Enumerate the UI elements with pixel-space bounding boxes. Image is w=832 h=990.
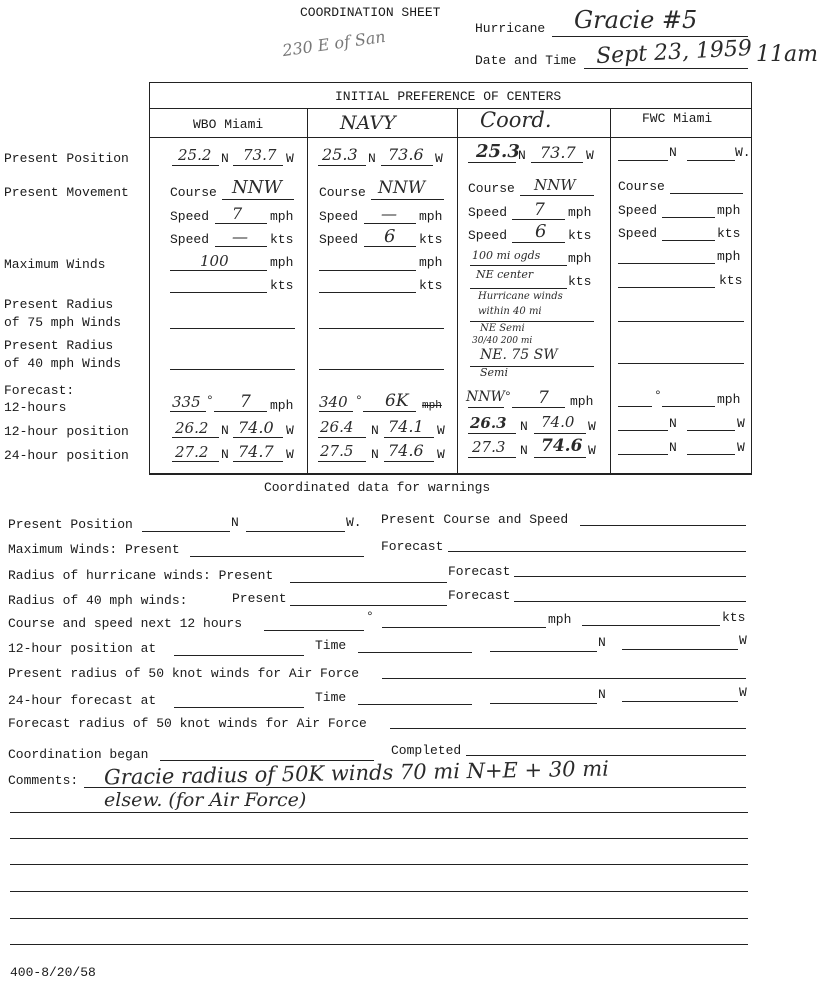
table-title: INITIAL PREFERENCE OF CENTERS — [335, 89, 562, 104]
wbo-fc-dir: 335 — [172, 393, 201, 411]
wbo-p24-w: 74.7 — [238, 442, 274, 461]
navy-speed-label: Speed — [319, 209, 359, 224]
coord-max-kts: NE center — [476, 268, 534, 281]
table-title-divider — [149, 108, 751, 109]
coord-fc-dir: NNW — [466, 389, 505, 405]
wbo-r75-line — [170, 328, 295, 329]
cd-kts: kts — [722, 610, 746, 625]
fwc-pos-w-line — [687, 160, 735, 161]
coord-course-line — [520, 195, 594, 196]
navy-r75-line — [319, 328, 444, 329]
cd-max-winds-label: Maximum Winds: Present — [8, 542, 180, 557]
wbo-fc-deg: ° — [206, 393, 214, 408]
wbo-speed-mph-line — [215, 223, 267, 224]
fwc-fc-mph-line — [662, 406, 715, 407]
navy-fc-unit: mph — [422, 400, 442, 412]
cd-radius40-forecast-label: Forecast — [448, 588, 511, 603]
fwc-speed-label: Speed — [618, 203, 658, 218]
row-label-present-position: Present Position — [4, 151, 129, 166]
coord-p12-n: 26.3 — [470, 414, 507, 432]
cd-fc-radius50-af-line — [390, 728, 746, 729]
navy-max-kts-line — [319, 292, 416, 293]
wbo-max-mph: 100 — [200, 252, 229, 270]
col-header-fwc: FWC Miami — [642, 111, 713, 126]
hurricane-label: Hurricane — [475, 21, 546, 36]
fwc-pos-n-unit: N — [669, 145, 677, 160]
coord-max-mph-unit: mph — [568, 251, 592, 266]
wbo-r40-line — [170, 369, 295, 370]
coord-r40-4: Semi — [480, 366, 508, 379]
fwc-speed-kts-label: Speed — [618, 226, 658, 241]
wbo-p12-w-unit: W — [286, 423, 294, 438]
coord-p12-n-line — [468, 433, 516, 434]
coord-speed-mph: 7 — [534, 200, 545, 220]
navy-p12-w: 74.1 — [388, 417, 424, 436]
navy-p24-w-line — [384, 461, 434, 462]
navy-p24-w: 74.6 — [388, 441, 424, 460]
fwc-speed-mph-unit: mph — [717, 203, 741, 218]
row-label-forecast-b: 12-hours — [4, 400, 67, 415]
cd-present-position-n-line — [142, 531, 230, 532]
navy-fc-kts: 6K — [385, 391, 409, 411]
row-label-forecast-a: Forecast: — [4, 383, 75, 398]
coord-fc-mph-unit: mph — [570, 394, 594, 409]
coord-p12-w-line — [534, 433, 586, 434]
navy-fc-kts-line — [363, 411, 416, 412]
cd-radius-hurricane-forecast-label: Forecast — [448, 564, 511, 579]
fwc-speed-kts-unit: kts — [717, 226, 741, 241]
row-label-pos12: 12-hour position — [4, 424, 129, 439]
cd-radius-hurricane-forecast-line — [514, 576, 746, 577]
navy-fc-dir-line — [319, 411, 353, 412]
fwc-p12-n-unit: N — [669, 416, 677, 431]
cd-coord-began-label: Coordination began — [8, 747, 149, 762]
coord-pos-w: 73.7 — [540, 143, 576, 162]
coord-p12-n-unit: N — [520, 419, 528, 434]
navy-p24-n-line — [318, 461, 366, 462]
row-label-maximum-winds: Maximum Winds — [4, 257, 106, 272]
row-label-radius40-b: of 40 mph Winds — [4, 356, 122, 371]
fwc-fc-mph-unit: mph — [717, 392, 741, 407]
fwc-fc-deg: ° — [654, 388, 662, 403]
wbo-speed-kts-line — [215, 246, 267, 247]
wbo-pos-w-unit: W — [286, 151, 294, 166]
cd-radius50-af-label: Present radius of 50 knot winds for Air Force — [8, 666, 360, 681]
coord-speed-kts-label: Speed — [468, 228, 508, 243]
navy-pos-w: 73.6 — [388, 145, 424, 164]
hurricane-value: Gracie #5 — [574, 6, 698, 34]
coord-course: NNW — [534, 176, 576, 194]
cd-pos12-label: 12-hour position at — [8, 641, 157, 656]
fwc-p24-w-line — [687, 454, 735, 455]
cd-fc24-at-line — [174, 707, 304, 708]
col-divider-3 — [610, 108, 611, 473]
navy-pos-n-unit: N — [368, 151, 376, 166]
cd-radius50-af-line — [382, 678, 746, 679]
coord-r75-2: within 40 mi — [478, 306, 542, 317]
fwc-p12-n-line — [618, 430, 668, 431]
col-header-coord: Coord. — [480, 108, 552, 132]
wbo-course-label: Course — [170, 185, 217, 200]
wbo-speed-kts-label: Speed — [170, 232, 210, 247]
fwc-course-line — [670, 193, 743, 194]
wbo-fc-mph-unit: mph — [270, 398, 294, 413]
cd-fc24-n-unit: N — [598, 687, 606, 702]
wbo-p12-n-line — [172, 437, 219, 438]
fwc-p12-w-line — [687, 430, 735, 431]
fwc-speed-mph-line — [662, 217, 715, 218]
cd-radius40-label: Radius of 40 mph winds: — [8, 593, 188, 608]
cd-fc24-w-unit: W — [739, 685, 747, 700]
coord-p12-w: 74.0 — [541, 413, 575, 431]
cd-fc-radius50-af-label: Forecast radius of 50 knot winds for Air Force — [8, 716, 367, 731]
time-value: 11am — [756, 42, 818, 67]
form-number: 400-8/20/58 — [10, 965, 96, 980]
navy-max-kts-unit: kts — [419, 278, 443, 293]
cd-pos12-n-line — [490, 651, 597, 652]
wbo-max-mph-unit: mph — [270, 255, 294, 270]
navy-course-line — [371, 199, 444, 200]
navy-speed-kts: 6 — [384, 226, 396, 247]
coord-r40-2: 30/40 200 mi — [472, 336, 533, 346]
fwc-p24-n-line — [618, 454, 668, 455]
coord-r40-1: NE Semi — [480, 323, 525, 334]
cd-course-speed-12-label: Course and speed next 12 hours — [8, 616, 243, 631]
comment-line-2 — [10, 812, 748, 813]
cd-pos12-time-line — [358, 652, 472, 653]
navy-speed-kts-label: Speed — [319, 232, 359, 247]
wbo-p24-w-line — [233, 461, 283, 462]
navy-p24-n: 27.5 — [320, 442, 354, 460]
wbo-speed-kts-unit: kts — [270, 232, 294, 247]
coord-p24-n-line — [468, 457, 516, 458]
cd-fc24-time-label: Time — [315, 690, 347, 705]
fwc-r75-line — [618, 321, 744, 322]
navy-p12-n: 26.4 — [320, 418, 354, 436]
fwc-max-kts-unit: kts — [719, 273, 743, 288]
cd-speed-12-mph-line — [382, 627, 546, 628]
navy-speed-kts-unit: kts — [419, 232, 443, 247]
col-header-wbo: WBO Miami — [193, 117, 264, 132]
cd-max-winds-forecast-line — [448, 551, 746, 552]
coord-pos-n-line — [468, 162, 516, 163]
comment-line-3 — [10, 838, 748, 839]
cd-comments-label: Comments: — [8, 773, 79, 788]
navy-fc-deg: ° — [355, 393, 363, 408]
wbo-p12-n: 26.2 — [175, 419, 209, 437]
cd-pos12-w-unit: W — [739, 633, 747, 648]
navy-speed-mph: — — [381, 204, 397, 223]
fwc-p24-n-unit: N — [669, 440, 677, 455]
cd-max-winds-present-line — [190, 556, 364, 557]
coord-p24-w: 74.6 — [541, 436, 583, 456]
wbo-p12-w-line — [233, 437, 283, 438]
date-label: Date and Time — [475, 53, 577, 68]
cd-pos12-n-unit: N — [598, 635, 606, 650]
coord-p24-n-unit: N — [520, 443, 528, 458]
header-note: 230 E of San — [281, 26, 387, 61]
col-divider-2 — [457, 108, 458, 473]
cd-present-position-label: Present Position — [8, 517, 133, 532]
sheet-title: COORDINATION SHEET — [300, 5, 441, 20]
fwc-max-kts-line — [618, 287, 715, 288]
wbo-pos-n: 25.2 — [178, 146, 212, 164]
navy-r40-line — [319, 369, 444, 370]
coord-r40-3: NE. 75 SW — [480, 347, 558, 363]
cd-present-course-speed-label: Present Course and Speed — [381, 512, 569, 527]
coord-p24-n: 27.3 — [472, 438, 506, 456]
wbo-pos-n-line — [172, 165, 219, 166]
coord-max-mph-line — [470, 265, 567, 266]
wbo-p24-n-line — [172, 461, 219, 462]
row-label-radius75-a: Present Radius — [4, 297, 114, 312]
wbo-course: NNW — [232, 177, 283, 198]
fwc-pos-w-unit: W. — [735, 145, 751, 160]
cd-fc24-n-line — [490, 703, 597, 704]
wbo-p24-w-unit: W — [286, 447, 294, 462]
coord-fc-mph: 7 — [538, 388, 549, 408]
coord-p12-w-unit: W — [588, 419, 596, 434]
comment-text-1: Gracie radius of 50K winds 70 mi N+E + 30 mi — [103, 756, 610, 790]
navy-p24-w-unit: W — [437, 447, 445, 462]
cd-speed-12-kts-line — [582, 625, 720, 626]
wbo-p12-w: 74.0 — [238, 418, 274, 437]
wbo-pos-w: 73.7 — [243, 146, 277, 164]
cd-n-unit-1: N — [231, 515, 239, 530]
fwc-speed-kts-line — [662, 240, 715, 241]
coord-max-kts-unit: kts — [568, 274, 592, 289]
fwc-pos-n-line — [618, 160, 668, 161]
wbo-fc-mph: 7 — [240, 392, 251, 412]
cd-fc24-w-line — [622, 701, 738, 702]
cd-completed-label: Completed — [391, 743, 462, 758]
navy-max-mph-unit: mph — [419, 255, 443, 270]
cd-pos12-at-line — [174, 655, 304, 656]
row-label-present-movement: Present Movement — [4, 185, 129, 200]
navy-p12-n-unit: N — [371, 423, 379, 438]
row-label-pos24: 24-hour position — [4, 448, 129, 463]
coord-speed-mph-unit: mph — [568, 205, 592, 220]
coord-r75-1: Hurricane winds — [478, 291, 563, 302]
comment-text-2: elsew. (for Air Force) — [104, 789, 307, 811]
navy-p24-n-unit: N — [371, 447, 379, 462]
cd-present-course-speed-line — [580, 525, 746, 526]
fwc-fc-dir-line — [618, 406, 652, 407]
cd-radius-hurricane-present-line — [290, 582, 447, 583]
navy-pos-w-line — [381, 165, 433, 166]
cd-fc24-time-line — [358, 704, 472, 705]
coord-p24-w-line — [534, 457, 586, 458]
col-divider-1 — [307, 108, 308, 473]
cd-radius40-forecast-line — [514, 601, 746, 602]
cd-pos12-time-label: Time — [315, 638, 347, 653]
centers-table — [149, 82, 752, 475]
cd-pos12-w-line — [622, 649, 738, 650]
navy-p12-n-line — [318, 437, 366, 438]
date-value: Sept 23, 1959 — [595, 35, 753, 70]
comment-line-7 — [10, 944, 748, 945]
navy-pos-n-line — [318, 165, 366, 166]
wbo-speed-mph-unit: mph — [270, 209, 294, 224]
navy-speed-mph-unit: mph — [419, 209, 443, 224]
coord-speed-kts: 6 — [535, 221, 547, 242]
comment-line-5 — [10, 891, 748, 892]
coord-speed-kts-line — [512, 242, 565, 243]
cd-fc24-label: 24-hour forecast at — [8, 693, 157, 708]
coord-fc-deg: ° — [504, 389, 512, 404]
fwc-max-mph-line — [618, 263, 715, 264]
wbo-p24-n: 27.2 — [175, 443, 209, 461]
wbo-speed-label: Speed — [170, 209, 210, 224]
coord-pos-n-unit: N — [518, 148, 526, 163]
cd-mph: mph — [548, 612, 572, 627]
wbo-p12-n-unit: N — [221, 423, 229, 438]
cd-max-winds-forecast-label: Forecast — [381, 539, 444, 554]
coord-max-kts-line — [470, 288, 567, 289]
fwc-r40-line — [618, 363, 744, 364]
wbo-pos-n-unit: N — [221, 151, 229, 166]
coord-max-mph: 100 mi ogds — [472, 249, 541, 262]
cd-deg: ° — [366, 609, 374, 624]
wbo-speed-mph: 7 — [232, 204, 243, 223]
coord-pos-n: 25.3 — [476, 141, 520, 162]
row-label-radius40-a: Present Radius — [4, 338, 114, 353]
table-header-divider — [149, 137, 751, 138]
coordinated-title: Coordinated data for warnings — [264, 480, 491, 495]
fwc-p24-w-unit: W — [737, 440, 745, 455]
cd-radius40-present-line — [290, 605, 447, 606]
navy-course: NNW — [378, 178, 426, 198]
coord-p24-w-unit: W — [588, 443, 596, 458]
fwc-p12-w-unit: W — [737, 416, 745, 431]
wbo-course-line — [222, 199, 294, 200]
navy-p12-w-line — [384, 437, 434, 438]
navy-speed-mph-line — [364, 223, 416, 224]
wbo-fc-dir-line — [170, 411, 206, 412]
wbo-p24-n-unit: N — [221, 447, 229, 462]
coord-fc-dir-line — [468, 407, 504, 408]
navy-max-mph-line — [319, 270, 416, 271]
coord-pos-w-line — [531, 162, 583, 163]
cd-radius-hurricane-label: Radius of hurricane winds: Present — [8, 568, 274, 583]
coord-r75-line — [470, 321, 594, 322]
comment-line-6 — [10, 918, 748, 919]
wbo-speed-kts: — — [232, 227, 248, 246]
coord-speed-kts-unit: kts — [568, 228, 592, 243]
comment-line-4 — [10, 864, 748, 865]
wbo-max-kts-unit: kts — [270, 278, 294, 293]
cd-w-unit-1: W. — [346, 515, 362, 530]
cd-present-position-w-line — [246, 531, 345, 532]
coord-course-label: Course — [468, 181, 515, 196]
row-label-radius75-b: of 75 mph Winds — [4, 315, 122, 330]
navy-fc-dir: 340 — [319, 393, 348, 411]
cd-radius40-present-label: Present — [232, 591, 287, 606]
navy-course-label: Course — [319, 185, 366, 200]
coord-pos-w-unit: W — [586, 148, 594, 163]
navy-p12-w-unit: W — [437, 423, 445, 438]
fwc-max-mph-unit: mph — [717, 249, 741, 264]
wbo-pos-w-line — [233, 165, 283, 166]
wbo-max-kts-line — [170, 292, 267, 293]
col-header-navy: NAVY — [340, 112, 396, 134]
fwc-course-label: Course — [618, 179, 665, 194]
navy-pos-w-unit: W — [435, 151, 443, 166]
navy-pos-n: 25.3 — [322, 145, 358, 164]
cd-course-12-line — [264, 630, 364, 631]
coord-speed-label: Speed — [468, 205, 508, 220]
wbo-max-mph-line — [170, 270, 267, 271]
